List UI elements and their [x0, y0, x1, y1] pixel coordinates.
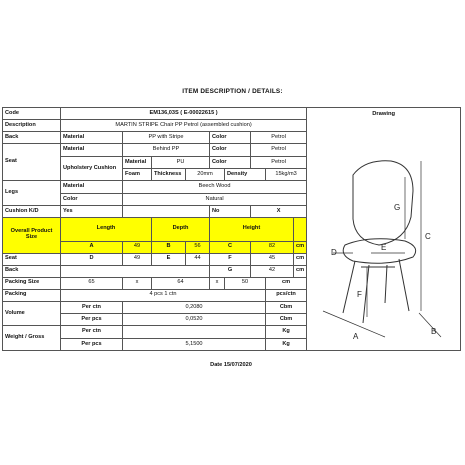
weight-per-ctn-value: [123, 326, 266, 339]
back-material-label: Material: [61, 132, 123, 144]
packing-x2: x: [210, 277, 225, 289]
dim-f-value: 45: [251, 253, 294, 265]
packing-height: 50: [225, 277, 266, 289]
volume-per-ctn-unit: Cbm: [266, 301, 307, 314]
seat-color-label: Color: [210, 144, 251, 157]
chair-backrest: [353, 161, 413, 245]
seat-material-label: Material: [61, 144, 123, 157]
volume-per-pcs-value: 0,0520: [123, 314, 266, 326]
packing-x1: x: [123, 277, 152, 289]
kd-mark: X: [251, 205, 307, 217]
volume-per-pcs-unit: Cbm: [266, 314, 307, 326]
chair-leg: [399, 259, 409, 311]
height-header: Height: [210, 217, 294, 241]
upholstery-label: Upholstery Cushion: [61, 156, 123, 181]
chair-leg: [343, 261, 355, 313]
back-color-label: Color: [210, 132, 251, 144]
legs-material: Beech Wood: [123, 181, 307, 194]
upholstery-material: PU: [152, 156, 210, 169]
kd-yes: Yes: [61, 205, 123, 217]
density-value: 15kg/m3: [266, 169, 307, 181]
length-header: Length: [61, 217, 152, 241]
upholstery-color: Petrol: [251, 156, 307, 169]
thickness-value: 20mm: [186, 169, 225, 181]
packing-size-label: Packing Size: [3, 277, 61, 289]
back-dims-unit: cm: [294, 265, 307, 277]
legs-material-label: Material: [61, 181, 123, 194]
dim-g-letter: G: [210, 265, 251, 277]
dim-label-c: C: [425, 232, 431, 242]
packing-label: Packing: [3, 289, 61, 301]
kd-yes-box: [123, 205, 210, 217]
legs-color-label: Color: [61, 193, 123, 205]
upholstery-material-label: Material: [123, 156, 152, 169]
packing-unit: pcs/ctn: [266, 289, 307, 301]
dim-d-value: 49: [123, 253, 152, 265]
packing-size-unit: cm: [266, 277, 307, 289]
dim-c-letter: C: [210, 241, 251, 253]
upholstery-color-label: Color: [210, 156, 251, 169]
dim-e-value: 44: [186, 253, 210, 265]
chair-leg: [363, 265, 369, 323]
dim-label-e: E: [381, 243, 387, 253]
packing-length: 65: [61, 277, 123, 289]
chair-seat: [343, 239, 415, 264]
dim-label-a: A: [353, 332, 359, 342]
spec-table: [2, 107, 461, 351]
description-value: MARTIN STRIPE Chair PP Petrol (assembled cushion): [61, 120, 307, 132]
seat-dims-unit: cm: [294, 253, 307, 265]
back-color: Petrol: [251, 132, 307, 144]
packing-value: 4 pcs 1 ctn: [61, 289, 266, 301]
overall-header-blank: [294, 217, 307, 241]
seat-dims-label: Seat: [3, 253, 61, 265]
kd-no: No: [210, 205, 251, 217]
volume-per-ctn-label: Per ctn: [61, 301, 123, 314]
dim-label-g: G: [394, 203, 401, 213]
dim-g-value: 42: [251, 265, 294, 277]
drawing-label: Drawing: [372, 111, 396, 117]
dim-line-b: [419, 313, 441, 337]
back-material: PP with Stripe: [123, 132, 210, 144]
thickness-label: Thickness: [152, 169, 186, 181]
packing-width: 64: [152, 277, 210, 289]
back-dims-blank: [61, 265, 210, 277]
weight-per-ctn-unit: Kg: [266, 326, 307, 339]
weight-label: Weight / Gross: [3, 326, 61, 351]
dim-c-value: 82: [251, 241, 294, 253]
dim-e-letter: E: [152, 253, 186, 265]
back-label: Back: [3, 132, 61, 144]
back-dims-label: Back: [3, 265, 61, 277]
density-label: Density: [225, 169, 266, 181]
row-code: [3, 108, 461, 120]
legs-label: Legs: [3, 181, 61, 206]
volume-label: Volume: [3, 301, 61, 326]
overall-label: Overall Product Size: [3, 217, 61, 253]
weight-per-ctn-label: Per ctn: [61, 326, 123, 339]
seat-color: Petrol: [251, 144, 307, 157]
weight-per-pcs-label: Per pcs: [61, 338, 123, 350]
chair-drawing: [309, 117, 461, 347]
dim-b-value: 56: [186, 241, 210, 253]
document-title: ITEM DESCRIPTION / DETAILS:: [182, 88, 283, 95]
seat-material: Behind PP: [123, 144, 210, 157]
code-label: Code: [3, 108, 61, 120]
depth-header: Depth: [152, 217, 210, 241]
volume-per-ctn-value: 0,2080: [123, 301, 266, 314]
dim-label-b: B: [431, 327, 437, 337]
dim-d-letter: D: [61, 253, 123, 265]
dim-a-letter: A: [61, 241, 123, 253]
dim-label-d: D: [331, 248, 337, 258]
drawing-cell: [307, 108, 461, 351]
kd-label: Cushion K/D: [3, 205, 61, 217]
foam-label: Foam: [123, 169, 152, 181]
volume-per-pcs-label: Per pcs: [61, 314, 123, 326]
chair-leg: [385, 265, 387, 303]
seat-label: Seat: [3, 144, 61, 181]
dim-a-value: 49: [123, 241, 152, 253]
dim-b-letter: B: [152, 241, 186, 253]
code-value: EM136,03S ( E-00022615 ): [61, 108, 307, 120]
description-label: Description: [3, 120, 61, 132]
legs-color: Natural: [123, 193, 307, 205]
overall-unit: cm: [294, 241, 307, 253]
dim-label-f: F: [357, 290, 363, 300]
weight-per-pcs-unit: Kg: [266, 338, 307, 350]
weight-per-pcs-value: 5,1500: [123, 338, 266, 350]
dim-f-letter: F: [210, 253, 251, 265]
document-date: Date 15/07/2020: [210, 362, 252, 368]
